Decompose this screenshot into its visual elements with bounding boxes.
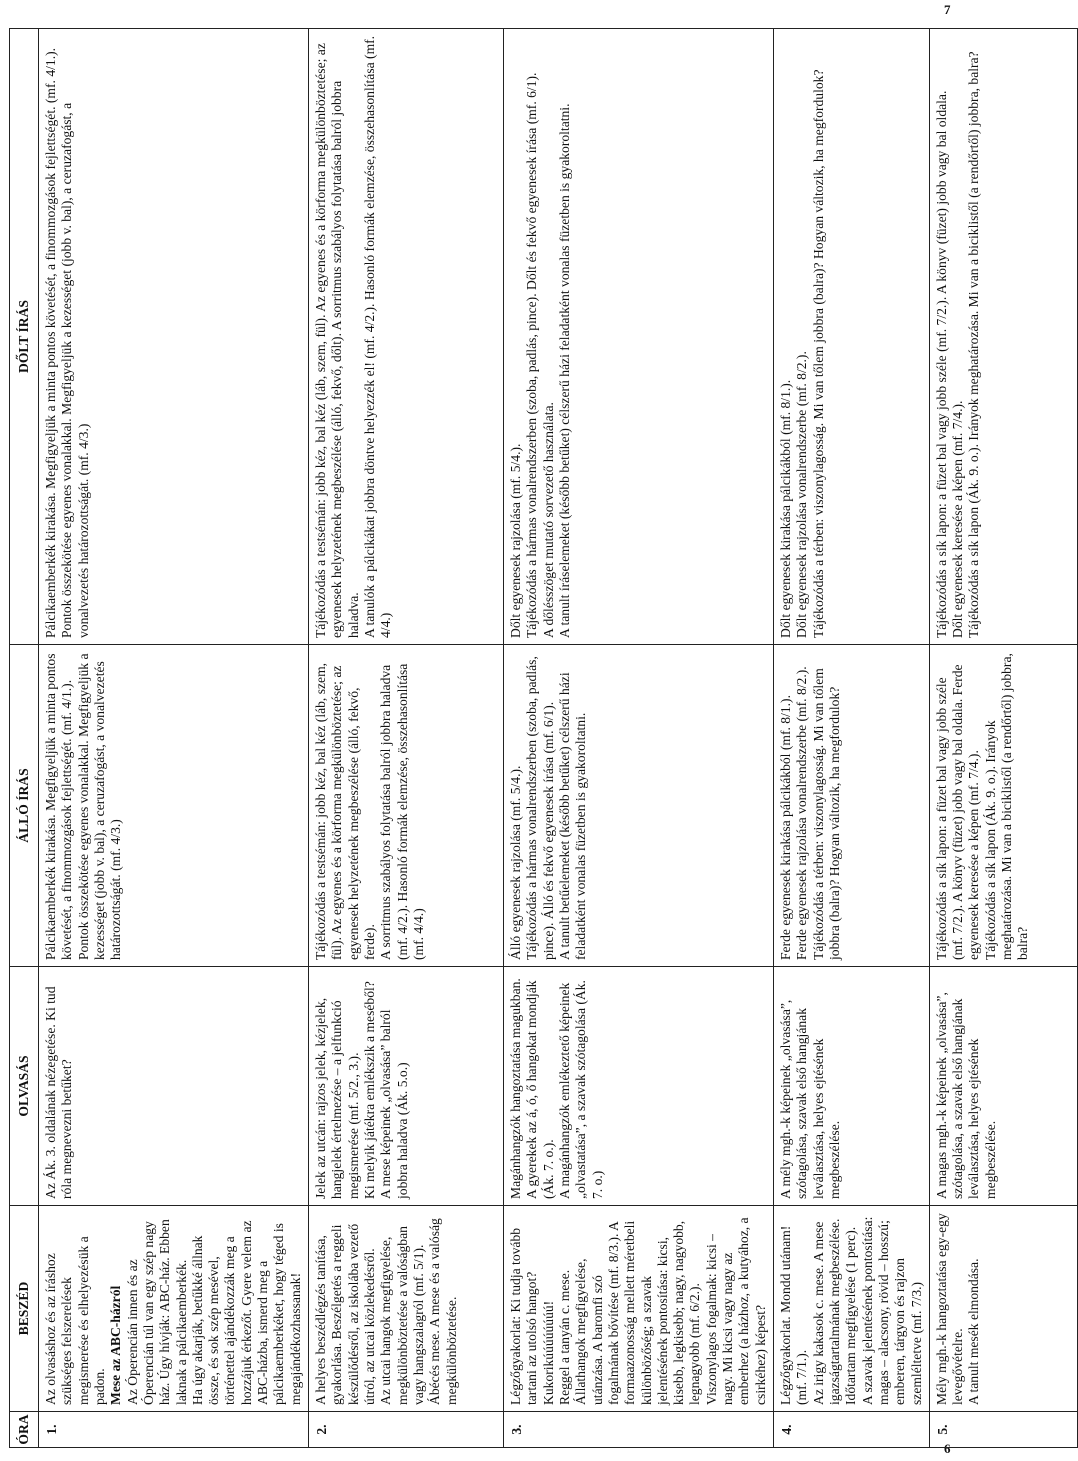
cell-paragraph: Álló egyenesek rajzolása (mf. 5/4.).: [508, 765, 523, 960]
header-allo-iras: ÁLLÓ ÍRÁS: [10, 645, 39, 967]
cell-allo: [929, 645, 1077, 967]
lesson-number: 2.: [309, 1412, 504, 1448]
cell-dolt: [39, 29, 309, 645]
table-row: [774, 29, 930, 1448]
cell-allo: [309, 645, 504, 967]
cell-paragraph: Az irigy kakasok c. mese. A mese igazságtartalmának megbeszélése. Időtartam megfigyelése (1 perc).: [810, 1218, 859, 1405]
cell-paragraph: A helyes beszédlégzés tanítása, gyakorlása. Beszélgetés a reggeli készülődésről, az iskolába vezető útról, az utcai közlekedésről.: [313, 1223, 377, 1405]
cell-paragraph: Légzőgyakorlat. Mondd utánam! (mf. 7/1.).: [778, 1225, 810, 1405]
cell-paragraph: Az utcai hangok megfigyelése, megkülönböztetése a valóságban vagy hangszalagról (mf. 5/1).: [378, 1226, 426, 1405]
page-number-right: 7: [944, 2, 951, 17]
cell-paragraph: Dőlt egyenesek rajzolása (mf. 5/4.).: [508, 443, 523, 638]
header-ora: ÓRA: [10, 1412, 39, 1448]
curriculum-table: [9, 28, 1078, 1448]
cell-olvasas: [309, 967, 504, 1206]
lesson-number: 4.: [774, 1412, 930, 1448]
cell-paragraph: Tájékozódás a térben: viszonylagosság. Mi van tőlem jobbra (balra)? Hogyan változik, ha megfordulok?: [810, 668, 842, 960]
cell-paragraph: Dőlt egyenesek keresése a képen (mf. 7/4.).: [950, 400, 966, 638]
header-dolt-iras: DŐLT ÍRÁS: [10, 29, 39, 645]
page-number-left: 6: [944, 1441, 951, 1456]
cell-olvasas: [774, 967, 930, 1206]
cell-allo: [504, 645, 774, 967]
cell-paragraph: A gyerekek az á, ó, ő hangokat mondják (Ák. 7. o.).: [524, 980, 556, 1199]
cell-paragraph: A tanulók a pálcikákat jobbra döntve helyezzék el! (mf. 4/2.). Hasonló formák elemzése, összehasonlítása (mf. 4/4.): [361, 35, 394, 638]
cell-paragraph: Tájékozódás a testsémán: jobb kéz, bal kéz (láb, szem, fül). Az egyenes és a körforma megkülönböztetése; az egyenesek helyzetének megbeszélése (álló, fekvő, dőlt). A sorritmus szabályos folytatása balról jobbra haladva.: [313, 43, 361, 638]
cell-beszed: [39, 1206, 309, 1412]
cell-olvasas: [504, 967, 774, 1206]
cell-paragraph: A mese képeinek „olvasása” balról jobbra haladva (Ák. 5.o.): [378, 1009, 410, 1199]
header-olvasas: OLVASÁS: [10, 967, 39, 1206]
cell-paragraph: Ki melyik játékra emlékszik a meséből?: [361, 981, 377, 1199]
cell-paragraph: A magánhangzók emlékeztető képeinek „olvastatása”, a szavak szótagolása (Ák. 7. o.): [556, 980, 605, 1199]
lesson-number: 1.: [39, 1412, 309, 1448]
cell-paragraph: Tájékozódás a sík lapon (Ák. 9. o.). Irányok meghatározása. Mi van a biciklistől (a rendőrtől) jobbra, balra?: [982, 653, 1031, 960]
cell-olvasas: [39, 967, 309, 1206]
cell-dolt: [774, 29, 930, 645]
cell-allo: [774, 645, 930, 967]
cell-olvasas: [929, 967, 1077, 1206]
cell-paragraph: A tanult íráselemeket (később betűket) célszerű házi feladatként vonalas füzetben is gyakoroltatni.: [556, 103, 572, 638]
cell-paragraph: Az olvasáshoz és az íráshoz szükséges felszerelések megismerése és elhelyezésük a padon.: [43, 1236, 107, 1405]
cell-beszed: [504, 1206, 774, 1412]
cell-paragraph: A dőlésszöget mutató sorvezető használata.: [540, 402, 556, 638]
cell-paragraph: Ha úgy akarják, betűkké állnak össze, és sok szép mesével, történettel ajándékozzák meg a hozzájuk érkezőt. Gyere velem az ABC-házba, ismerd meg a pálcikaemberkéket, hogy téged is megajándékozhassanak!: [189, 1220, 303, 1405]
cell-beszed: [774, 1206, 930, 1412]
cell-paragraph: Tájékozódás a hármas vonalrendszerben (szoba, padlás, pince). Álló és fekvő egyenesek írása (mf. 6/1).: [524, 656, 556, 960]
header-row: [10, 29, 39, 1448]
cell-dolt: [309, 29, 504, 645]
cell-paragraph: A szavak jelentésének pontosítása: magas – alacsony, rövid – hosszú; emberen, tárgyon és rajzon szemléltetve (mf. 7/3.): [859, 1216, 924, 1405]
table-row: [929, 29, 1077, 1448]
cell-paragraph: Az Ák. 3. oldalának nézegetése. Ki tud róla megnevezni betűket?: [43, 986, 75, 1199]
cell-paragraph: Tájékozódás a sík lapon: a füzet bal vagy jobb széle (mf. 7/2.). A könyv (füzet) jobb vagy bal oldala.: [933, 90, 949, 638]
cell-paragraph: A sorritmus szabályos folytatása balról jobbra haladva (mf. 4/2.). Hasonló formák elemzése, összehasonlítása (mf. 4/4.): [378, 663, 426, 960]
lesson-number: 3.: [504, 1412, 774, 1448]
cell-paragraph: Ábécés mese. A mese és a valóság megkülönböztetése.: [427, 1218, 459, 1405]
cell-paragraph: Tájékozódás a hármas vonalrendszerben (szoba, padlás, pince). Dőlt és fekvő egyenesek írása (mf. 6/1).: [524, 72, 540, 638]
cell-paragraph: Ferde egyenesek kirakása pálcikákból (mf. 8/1.).: [778, 695, 793, 960]
cell-paragraph: A tanult betűelemeket (később betűket) célszerű házi feladatként vonalas füzetben is gyakoroltatni.: [556, 672, 589, 960]
cell-beszed: [929, 1206, 1077, 1412]
cell-paragraph: Légzőgyakorlat: Ki tudja tovább tartani az utolsó hangot? Kukorikúúúúúúúú!: [508, 1227, 556, 1405]
cell-paragraph: A mély mgh.-k képeinek „olvasása”, szótagolása, szavak első hangjának leválasztása, helyes ejtésének megbeszélése.: [778, 999, 842, 1199]
cell-paragraph: Jelek az utcán: rajzos jelek, kézjelek, hangjelek értelmezése – a jelfunkció megismerése (mf. 5/2., 3.).: [313, 997, 361, 1199]
table-row: [309, 29, 504, 1448]
cell-paragraph: Magánhangzók hangoztatása magukban.: [508, 978, 523, 1199]
cell-allo: [39, 645, 309, 967]
cell-paragraph: Pálcikaemberkék kirakása. Megfigyeljük a minta pontos követését, a finommozgások fejlettségét. (mf. 4/1.). Pontok összekötése egyenes vonalakkal. Megfigyeljük a kezességet (jobb v. bal), a ceruzafogást, a vonalvezetés határozottságát. (mf. 4/3.): [43, 47, 91, 638]
cell-paragraph: A tanult mesék elmondása.: [966, 1258, 982, 1405]
cell-paragraph: Viszonylagos fogalmak: kicsi – nagy. Mi kicsi vagy nagy az emberhez (a házhoz, a kutyához, a csirkéhez) képest?: [703, 1217, 768, 1405]
cell-paragraph: Tájékozódás a sík lapon (Ák. 9. o.). Irányok meghatározása. Mi van a biciklistől (a rendőrtől) jobbra, balra?: [966, 51, 982, 638]
cell-dolt: [929, 29, 1077, 645]
rotated-page: [9, 29, 1031, 1448]
cell-paragraph: Pálcikaemberkék kirakása. Megfigyeljük a minta pontos követését, a finommozgások fejlettségét. (mf. 4/1.). Pontok összekötése egyenes vonalakkal. Megfigyeljük a kezességet (jobb v. bal), a ceruzafogást, a vonalvezetés határozottságát. (mf. 4/3.): [43, 653, 124, 960]
table-row: [39, 29, 309, 1448]
cell-paragraph: Tájékozódás a sík lapon: a füzet bal vagy jobb széle (mf. 7/2.). A könyv (füzet) jobb vagy bal oldala. Ferde egyenesek keresése a képen (mf. 7/4.).: [933, 664, 982, 960]
cell-beszed: [309, 1206, 504, 1412]
cell-dolt: [504, 29, 774, 645]
cell-paragraph: Tájékozódás a testsémán: jobb kéz, bal kéz (láb, szem, fül). Az egyenes és a körforma megkülönböztetése; az egyenesek helyzetének megbeszélése (álló, fekvő, ferde).: [313, 662, 377, 960]
cell-paragraph: Tájékozódás a térben: viszonylagosság. Mi van tőlem jobbra (balra)? Hogyan változik, ha megfordulok?: [810, 69, 826, 638]
cell-paragraph: Mese az ABC-házról: [108, 1285, 124, 1405]
cell-paragraph: Ferde egyenesek rajzolása vonalrendszerbe (mf. 8/2.).: [794, 666, 810, 960]
cell-paragraph: A magas mgh.-k képeinek „olvasása”, szótagolása, a szavak első hangjának leválasztása, helyes ejtésének megbeszélése.: [933, 992, 998, 1199]
table-row: [504, 29, 774, 1448]
cell-paragraph: Reggel a tanyán c. mese. Állathangok megfigyelése, utánzása. A baromfi szó fogalmának bővítése (mf. 8/3.). A formaazonosság mellett méretbeli különbözőség; a szavak jelentésének pontosítása: kicsi, kisebb, legkisebb; nagy, nagyobb, legnagyobb (mf. 6/2.).: [556, 1220, 703, 1405]
cell-paragraph: Dőlt egyenesek kirakása pálcikákból (mf. 8/1.).: [778, 379, 793, 638]
cell-paragraph: Az Óperencián innen és az Óperencián túl van egy szép nagy ház. Úgy hívják: ABC-ház. Ebben laknak a pálcikaemberkék.: [124, 1219, 189, 1405]
header-beszed: BESZÉD: [10, 1206, 39, 1412]
cell-paragraph: Dőlt egyenesek rajzolása vonalrendszerbe (mf. 8/2.).: [794, 351, 810, 638]
lesson-number: 5.: [929, 1412, 1077, 1448]
cell-paragraph: Mély mgh.-k hangoztatása egy-egy levegővételre.: [933, 1213, 966, 1405]
